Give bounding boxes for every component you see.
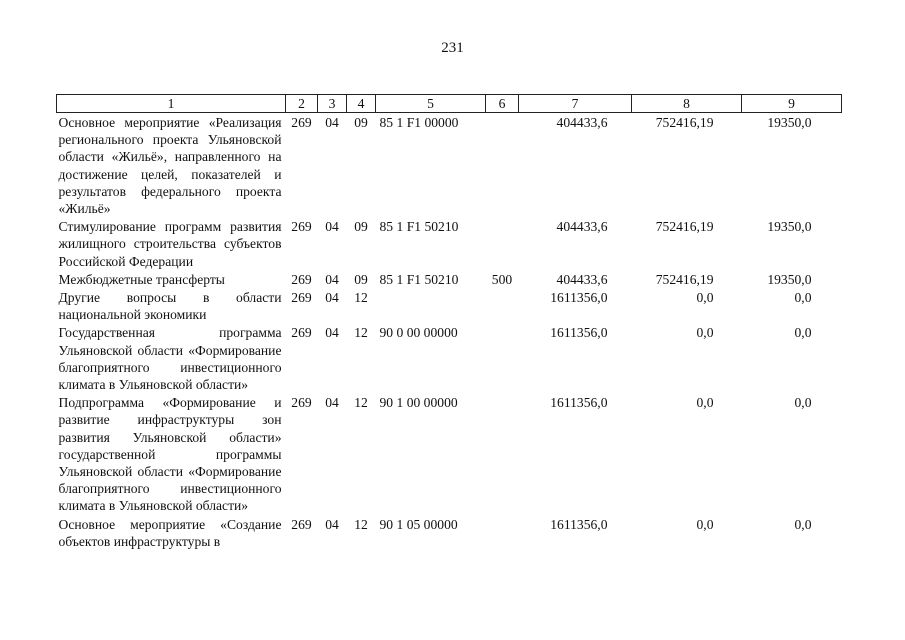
cell-ministry-code: 269: [291, 325, 312, 341]
header-row: [57, 95, 842, 113]
cell-amount-2: 0,0: [696, 395, 714, 411]
cell-expense-type: [486, 217, 519, 270]
row-name: Подпрограмма «Формирование и развитие инфраструктуры зон развития Ульяновской области» государственной программы Ульяновской области «Формирование благоприятного инвестиционного климата в Ульяновской области»: [58, 395, 282, 514]
table-row: [57, 217, 842, 270]
cell-amount-1: 1611356,0: [550, 516, 608, 532]
cell-ministry-code: 269: [291, 115, 312, 130]
table-header: [57, 95, 842, 113]
cell-amount-2: 752416,19: [655, 271, 714, 287]
cell-section: 04: [325, 516, 339, 532]
column-header: 8: [632, 95, 742, 113]
table-row: [57, 270, 842, 288]
cell-amount-1: 1611356,0: [550, 325, 608, 341]
cell-target-article: 90 1 00 00000: [379, 395, 458, 411]
cell-amount-1: 404433,6: [556, 219, 608, 235]
cell-expense-type: [486, 515, 519, 550]
column-header: 2: [286, 95, 318, 113]
table-row: [57, 323, 842, 393]
cell-ministry-code: 269: [291, 271, 312, 287]
cell-amount-1: 1611356,0: [550, 395, 608, 411]
cell-subsection: 09: [354, 219, 368, 235]
cell-amount-3: 19350,0: [767, 271, 812, 287]
cell-subsection: 09: [354, 115, 368, 130]
cell-amount-3: 19350,0: [767, 219, 812, 235]
cell-target-article: 90 0 00 00000: [379, 325, 458, 341]
cell-section: 04: [325, 325, 339, 341]
column-header: 9: [742, 95, 842, 113]
cell-amount-3: 0,0: [794, 325, 812, 341]
column-header: 1: [57, 95, 286, 113]
cell-target-article: 85 1 F1 50210: [379, 271, 459, 287]
cell-subsection: 12: [354, 290, 368, 306]
cell-subsection: 12: [354, 395, 368, 411]
column-header: 7: [519, 95, 632, 113]
cell-amount-3: 19350,0: [767, 115, 812, 130]
cell-section: 04: [325, 271, 339, 287]
cell-amount-1: 404433,6: [556, 115, 608, 130]
cell-section: 04: [325, 219, 339, 235]
row-name: Стимулирование программ развития жилищного строительства субъектов Российской Федерации: [58, 219, 282, 269]
cell-subsection: 12: [354, 516, 368, 532]
table-body: [57, 113, 842, 551]
cell-amount-2: 752416,19: [655, 115, 714, 130]
column-header: 6: [486, 95, 519, 113]
row-name: Межбюджетные трансферты: [58, 271, 225, 287]
cell-target-article: 85 1 F1 50210: [379, 219, 459, 235]
row-name: Основное мероприятие «Реализация регионального проекта Ульяновской области «Жильё», направленного на достижение целей, показателей и результатов федерального проекта «Жильё»: [58, 115, 282, 217]
cell-expense-type: [486, 288, 519, 323]
cell-subsection: 12: [354, 325, 368, 341]
table-row: [57, 288, 842, 323]
cell-amount-3: 0,0: [794, 395, 812, 411]
cell-ministry-code: 269: [291, 290, 312, 306]
cell-section: 04: [325, 395, 339, 411]
cell-amount-2: 0,0: [696, 290, 714, 306]
cell-amount-2: 0,0: [696, 516, 714, 532]
row-name: Основное мероприятие «Создание объектов инфраструктуры в: [58, 516, 282, 549]
cell-subsection: 09: [354, 271, 368, 287]
table-row: [57, 515, 842, 550]
column-header: 3: [318, 95, 347, 113]
cell-section: 04: [325, 115, 339, 130]
column-header: 5: [376, 95, 486, 113]
row-name: Другие вопросы в области национальной экономики: [58, 290, 282, 323]
page-number: 231: [441, 40, 464, 56]
cell-amount-1: 404433,6: [556, 271, 608, 287]
table-row: [57, 113, 842, 218]
cell-amount-3: 0,0: [794, 516, 812, 532]
cell-ministry-code: 269: [291, 395, 312, 411]
cell-amount-1: 1611356,0: [550, 290, 608, 306]
cell-ministry-code: 269: [291, 516, 312, 532]
cell-target-article: 90 1 05 00000: [379, 516, 458, 532]
cell-ministry-code: 269: [291, 219, 312, 235]
budget-table: [56, 94, 842, 550]
table-row: [57, 393, 842, 514]
cell-amount-3: 0,0: [794, 290, 812, 306]
cell-expense-type: 500: [491, 271, 513, 287]
cell-expense-type: [486, 323, 519, 393]
column-header: 4: [347, 95, 376, 113]
row-name: Государственная программа Ульяновской области «Формирование благоприятного инвестиционного климата в Ульяновской области»: [58, 325, 282, 393]
cell-section: 04: [325, 290, 339, 306]
cell-expense-type: [486, 113, 519, 218]
cell-amount-2: 0,0: [696, 325, 714, 341]
cell-expense-type: [486, 393, 519, 514]
cell-amount-2: 752416,19: [655, 219, 714, 235]
cell-target-article: [376, 288, 486, 323]
cell-target-article: 85 1 F1 00000: [379, 115, 459, 130]
